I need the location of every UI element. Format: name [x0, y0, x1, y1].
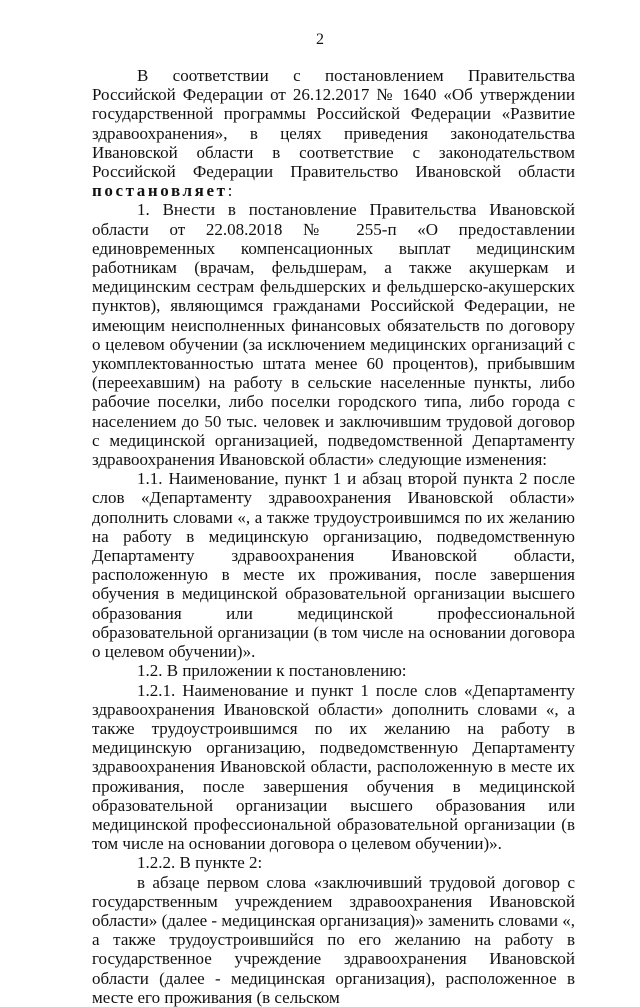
preamble-paragraph	[92, 66, 575, 200]
paragraph-first-clause: в абзаце первом слова «заключивший трудовой договор с государственным учреждением здравоохранения Ивановской области» (далее - медицинская организация)» заменить словами «, а также трудоустроившийся по его желанию на работу в государственное учреждение здравоохранения Ивановской области (далее - медицинская организация), расположенное в месте его проживания (в сельском	[92, 872, 575, 1007]
item-1-1-paragraph: 1.1. Наименование, пункт 1 и абзац второй пункта 2 после слов «Департаменту здравоохранения Ивановской области» дополнить словами «, а также трудоустроившимся по их желанию на работу в медицинскую организацию, подведомственную Департаменту здравоохранения Ивановской области, расположенную в месте их проживания, после завершения обучения в медицинской образовательной организации высшего образования или медицинской профессиональной образовательной организации (в том числе на основании договора о целевом обучении)».	[92, 469, 575, 662]
item-1-2-1-paragraph: 1.2.1. Наименование и пункт 1 после слов «Департаменту здравоохранения Ивановской области» дополнить словами «, а также трудоустроившимся по их желанию на работу в медицинскую организацию, подведомственную Департаменту здравоохранения Ивановской области, расположенную в месте их проживания, после завершения обучения в медицинской образовательной организации высшего образования или медицинской профессиональной образовательной организации (в том числе на основании договора о целевом обучении)».	[92, 680, 575, 854]
decree-keyword: постановляет	[92, 181, 228, 201]
item-1-paragraph: 1. Внести в постановление Правительства Ивановской области от 22.08.2018 № 255-п «О предоставлении единовременных компенсационных выплат медицинским работникам (врачам, фельдшерам, а также акушеркам и медицинским сестрам фельдшерских и фельдшерско-акушерских пунктов), являющимся гражданами Российской Федерации, не имеющим неисполненных финансовых обязательств по договору о целевом обучении (за исключением медицинских организаций с укомплектованностью штата менее 60 процентов), прибывшим (переехавшим) на работу в сельские населенные пункты, либо рабочие поселки, либо поселки городского типа, либо города с населением до 50 тыс. человек и заключившим трудовой договор с медицинской организацией, подведомственной Департаменту здравоохранения Ивановской области» следующие изменения:	[92, 200, 575, 470]
preamble-text: В соответствии с постановлением Правительства Российской Федерации от 26.12.2017 № 1640 «Об утверждении государственной программы Российской Федерации «Развитие здравоохранения», в целях приведения законодательства Ивановской области в соответствие с законодательством Российской Федерации Правительство Ивановской области	[92, 66, 575, 182]
decree-keyword-colon: :	[227, 181, 233, 201]
item-1-2-2-paragraph: 1.2.2. В пункте 2:	[137, 853, 263, 873]
document-body	[92, 66, 575, 1007]
item-1-2-paragraph: 1.2. В приложении к постановлению:	[137, 661, 407, 681]
page-number: 2	[316, 31, 324, 48]
